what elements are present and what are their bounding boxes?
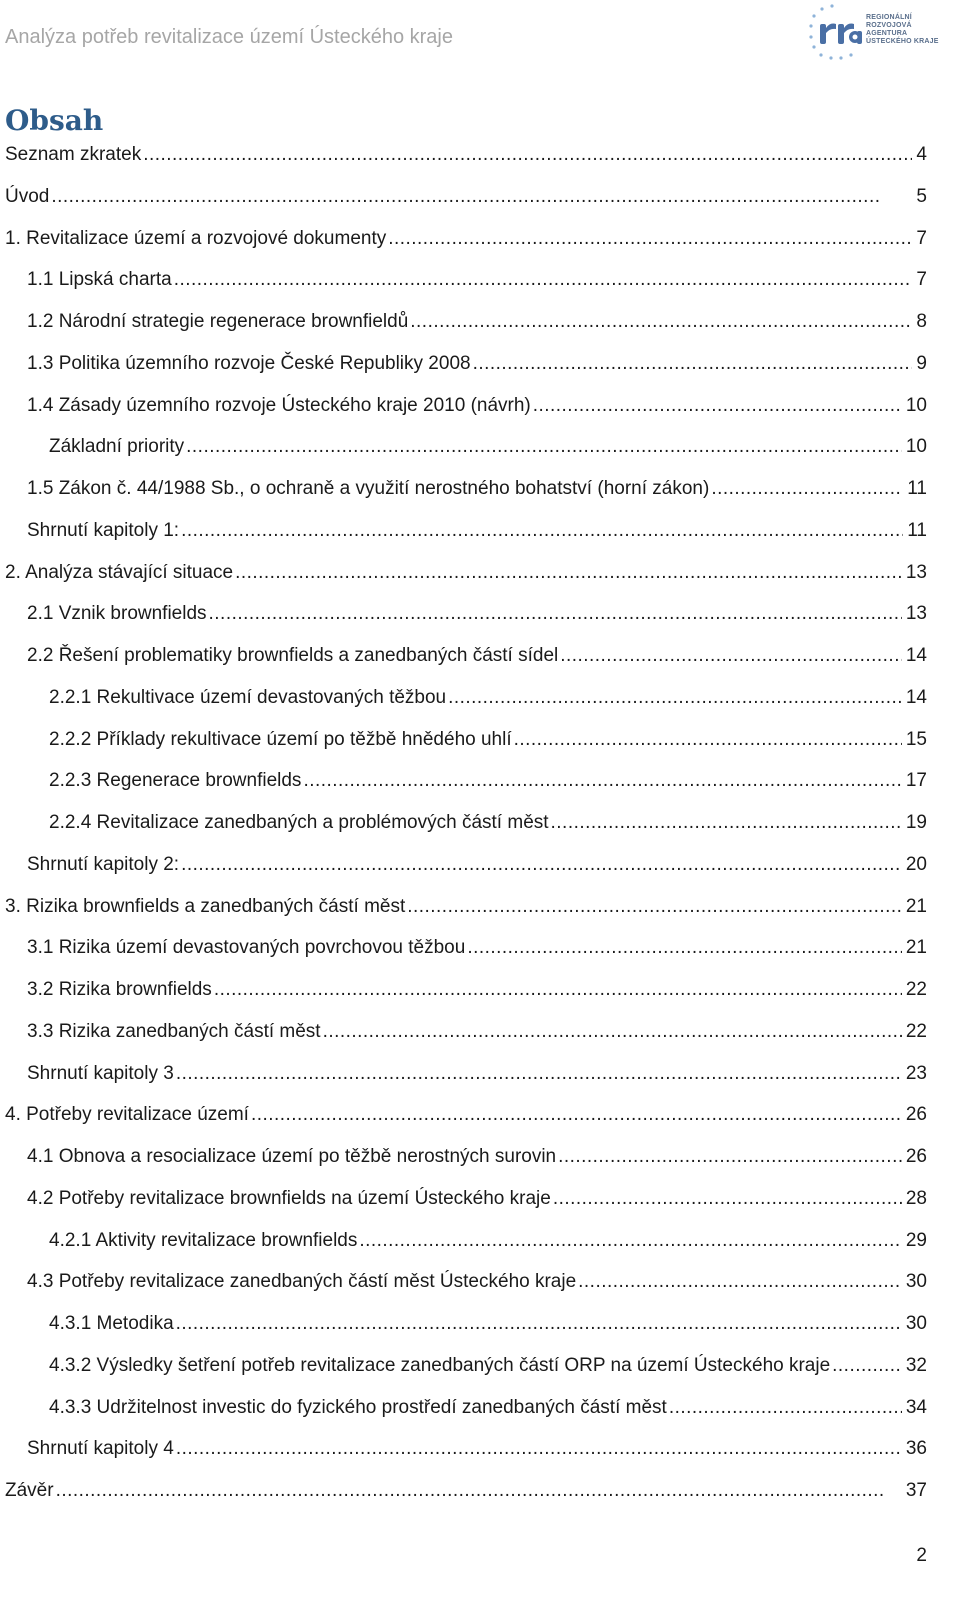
- toc-entry-line: [27, 1188, 960, 1210]
- toc-entry-page: 11: [907, 519, 927, 541]
- toc-entry[interactable]: [0, 850, 960, 893]
- toc-entry-page: 22: [905, 1020, 927, 1042]
- toc-entry-line: [49, 687, 960, 709]
- toc-dot-leader: [533, 395, 902, 417]
- toc-entry-page: 19: [905, 812, 927, 833]
- toc-entry[interactable]: [0, 224, 960, 267]
- toc-entry[interactable]: [0, 683, 960, 726]
- toc-entry-label: 2.2.3 Regenerace brownfields: [49, 770, 302, 792]
- toc-entry-page: 32: [905, 1354, 927, 1376]
- toc-entry-label: Závěr: [5, 1480, 54, 1501]
- toc-dot-leader: [407, 896, 902, 918]
- toc-entry[interactable]: [0, 1184, 960, 1227]
- toc-dot-leader: [560, 645, 902, 667]
- toc-entry-page: 26: [905, 1104, 927, 1126]
- toc-entry-page: 29: [905, 1229, 927, 1251]
- toc-dot-leader: [176, 1063, 902, 1085]
- toc-dot-leader: [578, 1271, 902, 1293]
- toc-entry[interactable]: [0, 1017, 960, 1060]
- toc-dot-leader: [388, 228, 912, 250]
- toc-entry[interactable]: [0, 1267, 960, 1310]
- toc-entry-label: 2.2.2 Příklady rekultivace území po těžbě hnědého uhlí: [49, 728, 512, 750]
- toc-entry[interactable]: [0, 892, 960, 935]
- toc-entry[interactable]: [0, 599, 960, 642]
- toc-entry-label: 2.2 Řešení problematiky brownfields a zanedbaných částí sídel: [27, 645, 559, 666]
- toc-entry-page: 34: [905, 1396, 927, 1418]
- toc-dot-leader: [410, 311, 912, 333]
- toc-entry-line: [27, 603, 960, 625]
- toc-dot-leader: [467, 937, 902, 959]
- toc-dot-leader: [235, 562, 902, 584]
- toc-entry-page: 20: [905, 853, 927, 875]
- toc-entry-page: 5: [916, 185, 927, 207]
- toc-entry-line: [27, 645, 960, 667]
- toc-entry-page: 30: [905, 1313, 927, 1334]
- toc-dot-leader: [181, 854, 902, 876]
- toc-entry-page: 14: [905, 686, 927, 708]
- toc-dot-leader: [323, 1021, 902, 1043]
- toc-entry-label: 3.3 Rizika zanedbaných částí měst: [27, 1020, 321, 1042]
- page-number: 2: [916, 1545, 927, 1566]
- toc-dot-leader: [558, 1146, 902, 1168]
- toc-entry-label: 4.3.2 Výsledky šetření potřeb revitalizace zanedbaných částí ORP na území Ústeckého kraje: [49, 1354, 831, 1376]
- toc-entry-label: 3.2 Rizika brownfields: [27, 979, 212, 1000]
- toc-dot-leader: [143, 144, 912, 166]
- toc-entry-page: 10: [905, 394, 927, 416]
- toc-entry[interactable]: [0, 641, 960, 684]
- toc-entry[interactable]: [0, 1351, 960, 1394]
- toc-entry-label: 1.3 Politika územního rozvoje České Republiky 2008: [27, 352, 471, 374]
- toc-dot-leader: [176, 1313, 902, 1335]
- toc-entry-page: 30: [905, 1271, 927, 1293]
- toc-entry-line: [5, 228, 960, 250]
- toc-entry-page: 9: [916, 352, 927, 374]
- toc-entry-page: 36: [905, 1438, 927, 1460]
- toc-dot-leader: [251, 1104, 902, 1126]
- page-header: [0, 0, 960, 80]
- toc-entry-line: [49, 1397, 960, 1419]
- toc-entry-label: 3. Rizika brownfields a zanedbaných částí měst: [5, 895, 406, 917]
- toc-entry-line: [49, 729, 960, 751]
- toc-entry[interactable]: [0, 1059, 960, 1102]
- toc-entry[interactable]: [0, 558, 960, 601]
- toc-entry-page: 11: [907, 478, 927, 499]
- toc-dot-leader: [473, 353, 913, 375]
- toc-entry-label: 2.1 Vznik brownfields: [27, 603, 207, 625]
- toc-entry-page: 4: [916, 144, 927, 165]
- toc-entry-label: 4.2.1 Aktivity revitalizace brownfields: [49, 1229, 358, 1251]
- toc-dot-leader: [176, 1438, 902, 1460]
- toc-entry[interactable]: [0, 265, 960, 308]
- toc-entry-page: 13: [905, 561, 927, 583]
- toc-dot-leader: [51, 186, 912, 208]
- toc-entry-line: [5, 896, 960, 918]
- toc-entry-label: 4.3.3 Udržitelnost investic do fyzického prostředí zanedbaných částí měst: [49, 1396, 667, 1418]
- toc-entry[interactable]: [0, 140, 960, 183]
- toc-entry[interactable]: [0, 474, 960, 517]
- logo-line: AGENTURA: [866, 30, 908, 37]
- logo-line: ÚSTECKÉHO KRAJE: [866, 38, 939, 45]
- toc-entry-label: Shrnutí kapitoly 3: [27, 1062, 174, 1084]
- toc-entry-line: [27, 1271, 960, 1293]
- toc-entry-line: [5, 144, 960, 166]
- toc-entry-line: [49, 812, 960, 834]
- toc-entry-label: 4.1 Obnova a resocializace území po těžbě nerostných surovin: [27, 1146, 557, 1167]
- toc-dot-leader: [214, 979, 902, 1001]
- toc-entry-label: Shrnutí kapitoly 2:: [27, 853, 180, 875]
- toc-entry-page: 13: [905, 603, 927, 625]
- toc-entry-line: [27, 269, 960, 291]
- toc-heading: Obsah: [5, 104, 104, 137]
- toc-entry[interactable]: [0, 516, 960, 559]
- toc-entry[interactable]: [0, 1142, 960, 1185]
- toc-entry-page: 17: [905, 770, 927, 792]
- toc-entry-line: [5, 186, 960, 208]
- toc-entry-line: [27, 937, 960, 959]
- toc-entry-label: 2. Analýza stávající situace: [5, 561, 234, 583]
- toc-entry[interactable]: [0, 766, 960, 809]
- toc-entry-line: [5, 562, 960, 584]
- toc-entry-page: 28: [905, 1187, 927, 1209]
- toc-entry-label: 1.2 Národní strategie regenerace brownfieldů: [27, 311, 409, 332]
- toc-dot-leader: [174, 269, 913, 291]
- toc-entry-label: Seznam zkratek: [5, 144, 142, 165]
- toc-dot-leader: [186, 436, 902, 458]
- toc-entry-page: 10: [905, 436, 927, 458]
- toc-entry[interactable]: [0, 1434, 960, 1477]
- toc-entry-page: 8: [916, 311, 927, 332]
- toc-entry[interactable]: [0, 1100, 960, 1143]
- toc-entry-page: 23: [905, 1062, 927, 1084]
- toc-entry-line: [27, 979, 960, 1001]
- logo-line: REGIONÁLNÍ: [866, 14, 912, 21]
- toc-entry-line: [27, 1438, 960, 1460]
- toc-entry[interactable]: [0, 1309, 960, 1352]
- rra-logo: [808, 4, 958, 62]
- toc-entry-line: [5, 1480, 960, 1502]
- toc-entry-label: Shrnutí kapitoly 4: [27, 1438, 174, 1460]
- rra-logo-icon: [808, 4, 864, 62]
- toc-entry[interactable]: [0, 391, 960, 434]
- toc-dot-leader: [303, 770, 901, 792]
- toc-entry-label: 2.2.4 Revitalizace zanedbaných a problémových částí měst: [49, 812, 549, 833]
- toc-dot-leader: [553, 1188, 902, 1210]
- toc-dot-leader: [669, 1397, 902, 1419]
- toc-dot-leader: [514, 729, 902, 751]
- toc-entry[interactable]: [0, 808, 960, 851]
- toc-entry-label: 1.5 Zákon č. 44/1988 Sb., o ochraně a využití nerostného bohatství (horní zákon): [27, 478, 710, 499]
- toc-entry-label: 4. Potřeby revitalizace území: [5, 1104, 249, 1126]
- toc-entry-page: 7: [916, 269, 927, 291]
- toc-entry[interactable]: [0, 1226, 960, 1269]
- toc-entry-page: 21: [905, 895, 927, 917]
- toc-entry-line: [49, 1313, 960, 1335]
- toc-entry-label: 4.3.1 Metodika: [49, 1313, 174, 1334]
- logo-line: ROZVOJOVÁ: [866, 22, 912, 29]
- toc-entry-label: 2.2.1 Rekultivace území devastovaných těžbou: [49, 686, 447, 708]
- toc-entry-page: 26: [905, 1146, 927, 1167]
- toc-entry-label: 1. Revitalizace území a rozvojové dokumenty: [5, 227, 387, 249]
- header-title: Analýza potřeb revitalizace území Ústeckého kraje: [5, 26, 453, 48]
- toc-entry-page: 21: [905, 937, 927, 959]
- toc-entry[interactable]: [0, 307, 960, 350]
- toc-entry[interactable]: [0, 432, 960, 475]
- toc-entry-label: Základní priority: [49, 436, 185, 458]
- toc-dot-leader: [551, 812, 902, 834]
- toc-entry-line: [27, 854, 960, 876]
- toc-entry-page: 14: [905, 645, 927, 666]
- toc-entry-label: 1.1 Lipská charta: [27, 269, 172, 291]
- toc-dot-leader: [359, 1230, 901, 1252]
- toc-entry-line: [27, 478, 960, 500]
- toc-entry-line: [49, 1230, 960, 1252]
- toc-entry[interactable]: [0, 182, 960, 225]
- toc-entry-line: [27, 311, 960, 333]
- toc-entry-line: [49, 1355, 960, 1377]
- rra-logo-text: [866, 14, 939, 46]
- toc-entry-line: [27, 353, 960, 375]
- toc-entry-label: 3.1 Rizika území devastovaných povrchovou těžbou: [27, 937, 466, 959]
- toc-entry-label: 4.2 Potřeby revitalizace brownfields na území Ústeckého kraje: [27, 1187, 551, 1209]
- toc-entry-line: [27, 520, 960, 542]
- toc-dot-leader: [181, 520, 903, 542]
- toc-dot-leader: [56, 1480, 902, 1502]
- toc-entry-line: [49, 770, 960, 792]
- toc-entry-page: 22: [905, 979, 927, 1000]
- toc-entry-line: [27, 1146, 960, 1168]
- toc-entry-line: [27, 1021, 960, 1043]
- toc-entry-label: Úvod: [5, 185, 50, 207]
- toc-entry[interactable]: [0, 975, 960, 1018]
- toc-dot-leader: [711, 478, 903, 500]
- toc-entry[interactable]: [0, 1476, 960, 1519]
- toc-entry[interactable]: [0, 933, 960, 976]
- toc-dot-leader: [209, 603, 902, 625]
- toc-entry-page: 15: [905, 728, 927, 750]
- toc-entry-line: [27, 1063, 960, 1085]
- toc-entry[interactable]: [0, 349, 960, 392]
- toc-entry-label: 1.4 Zásady územního rozvoje Ústeckého kraje 2010 (návrh): [27, 394, 531, 416]
- toc-entry-label: 4.3 Potřeby revitalizace zanedbaných částí měst Ústeckého kraje: [27, 1271, 577, 1293]
- toc-dot-leader: [448, 687, 902, 709]
- toc-dot-leader: [832, 1355, 902, 1377]
- toc-entry[interactable]: [0, 1393, 960, 1436]
- toc-entry-page: 37: [905, 1480, 927, 1501]
- toc-entry-page: 7: [916, 227, 927, 249]
- toc-entry-line: [27, 395, 960, 417]
- toc-entry-label: Shrnutí kapitoly 1:: [27, 519, 180, 541]
- toc-entry[interactable]: [0, 725, 960, 768]
- toc-entry-line: [5, 1104, 960, 1126]
- toc-entry-line: [49, 436, 960, 458]
